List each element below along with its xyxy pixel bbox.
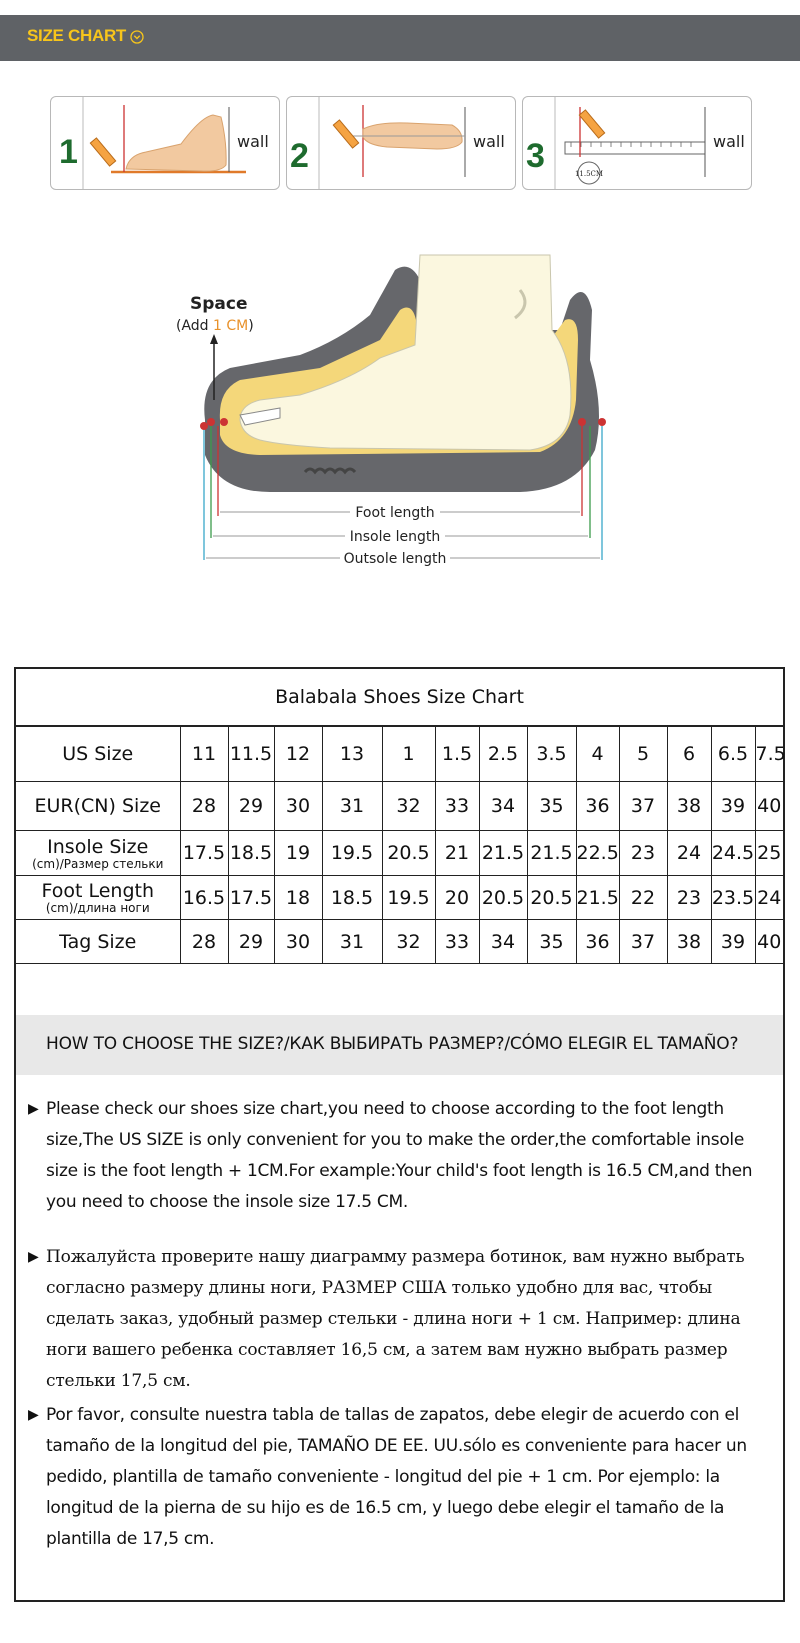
size-cell: 3.5	[527, 727, 576, 782]
measuring-steps	[50, 96, 750, 191]
size-cell: 39	[711, 920, 755, 964]
size-cell: 21.5	[479, 831, 527, 876]
instruction-paragraph-es	[28, 1400, 768, 1555]
size-cell: 23	[619, 831, 667, 876]
header-title: SIZE CHART	[27, 26, 127, 45]
step-2-number: 2	[290, 137, 309, 175]
row-label-text: Tag Size	[59, 930, 137, 953]
size-cell: 19.5	[322, 831, 382, 876]
size-cell: 29	[228, 782, 274, 831]
size-cell: 39	[711, 782, 755, 831]
size-cell: 18	[274, 876, 322, 920]
size-cell: 20.5	[527, 876, 576, 920]
size-cell: 24	[755, 876, 783, 920]
how-to-choose-heading: HOW TO CHOOSE THE SIZE?/КАК ВЫБИРАТЬ РАЗМЕР?/CÓMO ELEGIR EL TAMAÑO?	[46, 1034, 739, 1054]
row-label-text: Insole Size	[47, 835, 149, 858]
size-cell: 30	[274, 920, 322, 964]
size-chart-header	[0, 15, 800, 61]
size-cell: 19	[274, 831, 322, 876]
size-row	[16, 727, 783, 782]
size-cell: 33	[435, 782, 479, 831]
size-row-label	[16, 920, 180, 964]
size-row	[16, 782, 783, 831]
step-3-number: 3	[526, 137, 545, 175]
size-cell: 17.5	[228, 876, 274, 920]
size-cell: 23.5	[711, 876, 755, 920]
size-cell: 4	[576, 727, 619, 782]
row-label-text: Foot Length	[41, 880, 155, 902]
foot-length-label: Foot length	[355, 505, 435, 521]
size-cell: 16.5	[180, 876, 228, 920]
row-label-text: US Size	[62, 743, 134, 765]
size-cell: 6	[667, 727, 711, 782]
size-cell: 11	[180, 727, 228, 782]
size-table	[16, 726, 786, 964]
size-row	[16, 920, 783, 964]
step-2-panel	[286, 96, 516, 190]
size-cell: 36	[576, 920, 619, 964]
size-cell: 20.5	[382, 831, 435, 876]
space-label: Space	[190, 294, 248, 314]
size-row	[16, 876, 783, 920]
paragraph-es-text: Por favor, consulte nuestra tabla de tallas de zapatos, debe elegir de acuerdo con el tamaño de la longitud del pie, TAMAÑO DE EE. UU.sólo es conveniente para hacer un pedido, plantilla de tamaño conveniente - longitud del pie + 1 cm. Por ejemplo: la longitud de la pierna de su hijo es de 16.5 cm, y luego debe elegir el tamaño de la plantilla de 17,5 cm.	[46, 1405, 747, 1549]
step-1-number: 1	[59, 133, 78, 171]
size-cell: 32	[382, 920, 435, 964]
size-cell: 21	[435, 831, 479, 876]
step-1-panel	[50, 96, 280, 190]
step-1-wall-label: wall	[237, 132, 269, 151]
size-cell: 21.5	[527, 831, 576, 876]
outsole-length-label: Outsole length	[343, 551, 447, 567]
size-cell: 17.5	[180, 831, 228, 876]
paragraph-en-text: Please check our shoes size chart,you need to choose according to the foot length size,The US SIZE is only convenient for you to make the order,the comfortable insole size is the foot length + 1CM.For example:Your child's foot length is 16.5 CM,and then you need to choose the insole size 17.5 CM.	[46, 1099, 753, 1212]
size-cell: 11.5	[228, 727, 274, 782]
size-cell: 40	[755, 920, 783, 964]
step-2-wall-label: wall	[473, 132, 505, 151]
size-cell: 34	[479, 782, 527, 831]
bullet-icon: ▶	[28, 1249, 39, 1265]
instruction-paragraph-ru	[28, 1242, 768, 1397]
size-cell: 1.5	[435, 727, 479, 782]
bullet-icon: ▶	[28, 1101, 39, 1117]
ruler-badge: 11.5CM	[574, 170, 604, 178]
size-cell: 23	[667, 876, 711, 920]
size-cell: 24.5	[711, 831, 755, 876]
size-cell: 28	[180, 920, 228, 964]
svg-text:(Add 1 CM)	[176, 318, 254, 334]
size-cell: 12	[274, 727, 322, 782]
size-cell: 34	[479, 920, 527, 964]
insole-length-label: Insole length	[349, 529, 441, 545]
size-cell: 19.5	[382, 876, 435, 920]
chevron-down-circle-icon[interactable]	[130, 30, 144, 44]
size-cell: 28	[180, 782, 228, 831]
size-cell: 25	[755, 831, 783, 876]
size-cell: 7.5	[755, 727, 783, 782]
add-suffix: )	[248, 318, 254, 334]
size-cell: 18.5	[228, 831, 274, 876]
step-3-wall-label: wall	[713, 132, 745, 151]
size-cell: 30	[274, 782, 322, 831]
step-3-panel	[522, 96, 752, 190]
row-label-subtext: (cm)/Размер стельки	[32, 856, 164, 871]
size-cell: 38	[667, 782, 711, 831]
paragraph-ru-text: Пожалуйста проверите нашу диаграмму размера ботинок, вам нужно выбрать согласно размеру длины ноги, РАЗМЕР США только удобно для вас, чтобы сделать заказ, удобный размер стельки - длина ноги + 1 см. Например: длина ноги вашего ребенка составляет 16,5 см, а затем вам нужно выбрать размер стельки 17,5 см.	[46, 1247, 745, 1391]
size-chart-box	[14, 667, 785, 1602]
size-cell: 13	[322, 727, 382, 782]
how-to-choose-banner	[16, 1015, 783, 1075]
size-cell: 24	[667, 831, 711, 876]
row-label-text: EUR(CN) Size	[34, 795, 161, 817]
size-cell: 35	[527, 782, 576, 831]
size-cell: 20	[435, 876, 479, 920]
size-cell: 38	[667, 920, 711, 964]
size-row	[16, 831, 783, 876]
size-cell: 1	[382, 727, 435, 782]
size-row-label	[16, 876, 180, 920]
row-label-subtext: (cm)/длина ноги	[45, 901, 150, 915]
foot-length-diagram	[176, 240, 620, 580]
size-chart-title: Balabala Shoes Size Chart	[16, 669, 783, 726]
size-cell: 5	[619, 727, 667, 782]
size-cell: 37	[619, 782, 667, 831]
instruction-paragraph-en	[28, 1094, 768, 1218]
size-cell: 22	[619, 876, 667, 920]
size-cell: 35	[527, 920, 576, 964]
size-cell: 33	[435, 920, 479, 964]
size-cell: 40	[755, 782, 783, 831]
size-cell: 20.5	[479, 876, 527, 920]
size-cell: 32	[382, 782, 435, 831]
size-cell: 29	[228, 920, 274, 964]
size-cell: 31	[322, 920, 382, 964]
bullet-icon: ▶	[28, 1407, 39, 1423]
size-cell: 31	[322, 782, 382, 831]
add-prefix: (Add	[176, 318, 214, 334]
size-row-label	[16, 831, 180, 876]
size-cell: 6.5	[711, 727, 755, 782]
size-cell: 22.5	[576, 831, 619, 876]
size-cell: 18.5	[322, 876, 382, 920]
size-row-label	[16, 782, 180, 831]
size-cell: 2.5	[479, 727, 527, 782]
size-cell: 36	[576, 782, 619, 831]
size-cell: 21.5	[576, 876, 619, 920]
size-cell: 37	[619, 920, 667, 964]
add-value: 1 CM	[213, 318, 249, 334]
size-row-label	[16, 727, 180, 782]
